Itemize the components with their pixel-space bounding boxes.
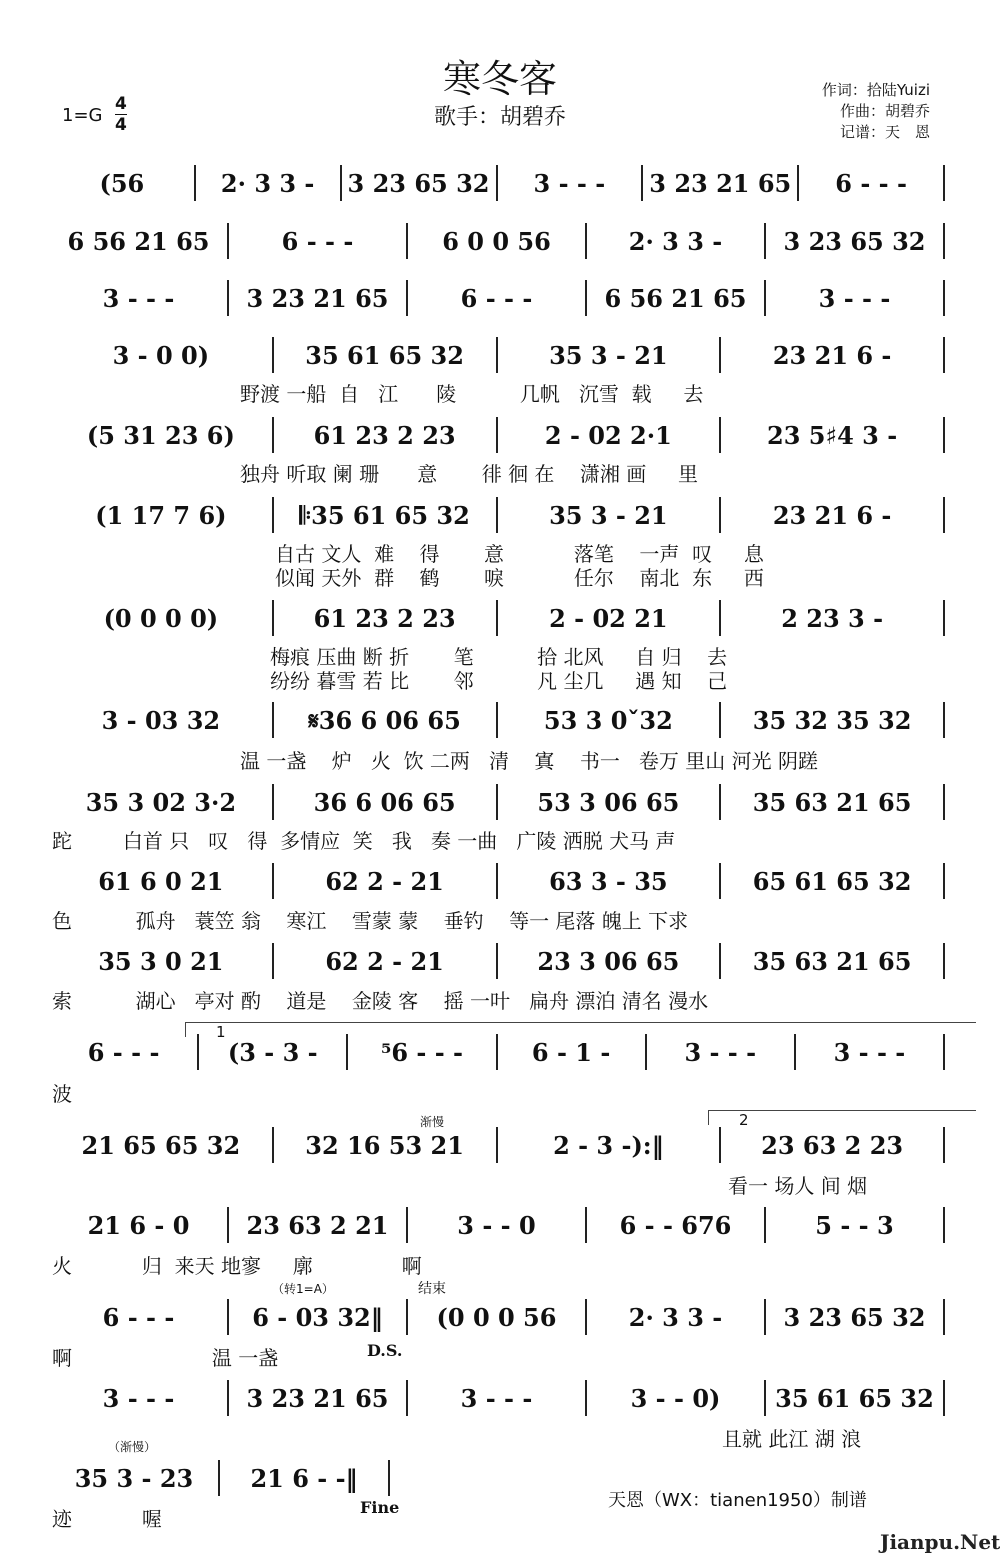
measure: 65 61 65 32 [721, 863, 945, 899]
singer: 歌手：胡碧乔 [433, 105, 566, 130]
notation-row [50, 1205, 945, 1245]
measure: ⁵6 - - - [348, 1034, 497, 1070]
volta-2: 2 [708, 1110, 976, 1125]
lyric-line: 看一 场人 间 烟 [728, 1174, 868, 1198]
measure: 21 6 - 0 [50, 1207, 229, 1243]
lyric-line: 迹 喔 [52, 1507, 162, 1531]
notation-row [50, 941, 945, 981]
measure: 3 23 21 65 [229, 280, 408, 316]
key-signature: 1=G [62, 105, 103, 126]
measure: 35 63 21 65 [721, 784, 945, 820]
measure: (3 - 3 - [199, 1034, 348, 1070]
measure: 3 23 21 65 [643, 165, 799, 201]
measure: 53 3 06 65 [498, 784, 722, 820]
measure: 3 23 65 32 [766, 223, 945, 259]
measure: 3 - 0 0) [50, 337, 274, 373]
measure: 32 16 53 21 [274, 1127, 498, 1163]
measure: 35 61 65 32 [274, 337, 498, 373]
measure: 6 - - - [799, 165, 945, 201]
measure: 23 21 6 - [721, 497, 945, 533]
measure: 𝄆35 61 65 32 [274, 497, 498, 533]
time-signature [115, 94, 127, 135]
measure: 35 3 - 21 [498, 337, 722, 373]
notation-row [50, 335, 945, 375]
notation-row [50, 1378, 945, 1418]
lyric-line: 色 孤舟 蓑笠 翁 寒江 雪蒙 蒙 垂钓 等一 尾落 魄上 下求 [52, 909, 689, 933]
measure: 53 3 0ˇ32 [498, 702, 722, 738]
notation-row [50, 495, 945, 535]
ds-marker: D.S. [367, 1341, 403, 1360]
measure: 23 63 2 21 [229, 1207, 408, 1243]
end-marker: 结束 [418, 1281, 446, 1297]
notation-row [50, 1125, 945, 1165]
lyricist: 作词：拾陆Yuizi [821, 81, 930, 99]
measure: 63 3 - 35 [498, 863, 722, 899]
measure: 6 - - - [50, 1034, 199, 1070]
notation-row [50, 598, 945, 638]
measure: 21 65 65 32 [50, 1127, 274, 1163]
lyric-line: 纷纷 暮雪 若 比 邻 凡 尘几 遇 知 己 [270, 669, 728, 693]
measure: 3 - - - [50, 1380, 229, 1416]
measure: 6 - 03 32‖ [229, 1299, 408, 1335]
measure: 21 6 - -‖ [220, 1460, 390, 1496]
measure: 3 - - - [796, 1034, 945, 1070]
notation-row [50, 1297, 945, 1337]
measure: 6 0 0 56 [408, 223, 587, 259]
measure: 62 2 - 21 [274, 863, 498, 899]
lyric-line: 独舟 听取 阑 珊 意 徘 徊 在 潇湘 画 里 [240, 462, 699, 486]
fine-marker: Fine [360, 1498, 400, 1517]
notation-row [50, 861, 945, 901]
notation-row [50, 1032, 945, 1072]
measure: 6 - - - [50, 1299, 229, 1335]
volta-1: 1 [185, 1022, 976, 1037]
measure: 6 - - - [229, 223, 408, 259]
measure: (56 [50, 165, 196, 201]
measure: 3 - - - [50, 280, 229, 316]
measure: 5 - - 3 [766, 1207, 945, 1243]
measure: (0 0 0 0) [50, 600, 274, 636]
lyric-line: 跎 白首 只 叹 得 多情应 笑 我 奏 一曲 广陵 洒脱 犬马 声 [52, 829, 676, 853]
measure: 2· 3 3 - [587, 1299, 766, 1335]
measure: 3 - 03 32 [50, 702, 274, 738]
measure: 61 23 2 23 [274, 417, 498, 453]
time-top: 4 [115, 94, 127, 114]
measure: 61 23 2 23 [274, 600, 498, 636]
ritardando-2: （渐慢） [108, 1440, 157, 1454]
measure: 35 32 35 32 [721, 702, 945, 738]
measure: 6 56 21 65 [587, 280, 766, 316]
composer: 作曲：胡碧乔 [839, 102, 930, 120]
notation-row [50, 415, 945, 455]
modulation: （转1=A） [272, 1282, 334, 1296]
lyric-line: 似闻 天外 群 鹤 唳 任尔 南北 东 西 [275, 566, 764, 590]
measure: 3 23 21 65 [229, 1380, 408, 1416]
lyric-line: 啊 温 一盏 [52, 1346, 279, 1370]
notation-row [50, 1458, 390, 1498]
measure: (0 0 0 56 [408, 1299, 587, 1335]
measure: 3 - - 0) [587, 1380, 766, 1416]
lyric-line: 索 湖心 亭对 酌 道是 金陵 客 摇 一叶 扁舟 漂泊 清名 漫水 [52, 989, 709, 1013]
measure: 2· 3 3 - [196, 165, 342, 201]
lyric-line: 自古 文人 难 得 意 落笔 一声 叹 息 [275, 542, 764, 566]
measure: 23 5♯4 3 - [721, 417, 945, 453]
transcriber: 记谱：天 恩 [839, 123, 930, 141]
measure: 2 - 3 -):‖ [498, 1127, 722, 1163]
measure: 35 3 02 3·2 [50, 784, 274, 820]
notation-row [50, 278, 945, 318]
measure: 23 21 6 - [721, 337, 945, 373]
measure: 35 3 0 21 [50, 943, 274, 979]
measure: 6 - - 676 [587, 1207, 766, 1243]
measure: (1 17 7 6) [50, 497, 274, 533]
measure: 2· 3 3 - [587, 223, 766, 259]
measure: 35 3 - 21 [498, 497, 722, 533]
measure: 3 - - - [408, 1380, 587, 1416]
measure: 2 - 02 2·1 [498, 417, 722, 453]
measure: 3 - - - [498, 165, 644, 201]
measure: 3 - - 0 [408, 1207, 587, 1243]
measure: 2 23 3 - [721, 600, 945, 636]
time-bottom: 4 [115, 115, 127, 135]
measure: 35 61 65 32 [766, 1380, 945, 1416]
watermark: Jianpu.Net [880, 1530, 1000, 1554]
measure: 23 63 2 23 [721, 1127, 945, 1163]
measure: 36 6 06 65 [274, 784, 498, 820]
measure: 3 - - - [647, 1034, 796, 1070]
lyric-line: 波 [52, 1082, 72, 1106]
measure: 3 - - - [766, 280, 945, 316]
measure: 6 56 21 65 [50, 223, 229, 259]
credits [812, 80, 930, 143]
measure: 35 63 21 65 [721, 943, 945, 979]
measure: 35 3 - 23 [50, 1460, 220, 1496]
notation-row [50, 163, 945, 203]
measure: 2 - 02 21 [498, 600, 722, 636]
measure: 𝄋36 6 06 65 [274, 702, 498, 738]
notation-row [50, 700, 945, 740]
ritardando: 渐慢 [420, 1115, 445, 1129]
measure: (5 31 23 6) [50, 417, 274, 453]
measure: 3 23 65 32 [342, 165, 498, 201]
lyric-line: 梅痕 压曲 断 折 笔 拾 北风 自 归 去 [270, 645, 728, 669]
measure: 6 - 1 - [498, 1034, 647, 1070]
measure: 23 3 06 65 [498, 943, 722, 979]
notation-row [50, 221, 945, 261]
measure: 3 23 65 32 [766, 1299, 945, 1335]
notation-row [50, 782, 945, 822]
lyric-line: 温 一盏 炉 火 饮 二两 清 寘 书一 卷万 里山 河光 阴蹉 [240, 749, 819, 773]
measure: 61 6 0 21 [50, 863, 274, 899]
maker-credit: 天恩（WX：tianen1950）制谱 [608, 1490, 867, 1511]
song-title: 寒冬客 [442, 57, 557, 101]
lyric-line: 火 归 来天 地寥 廓 啊 [52, 1254, 422, 1278]
lyric-line: 且就 此江 湖 浪 [722, 1427, 862, 1451]
measure: 6 - - - [408, 280, 587, 316]
lyric-line: 野渡 一船 自 江 陵 几帆 沉雪 载 去 [240, 382, 704, 406]
measure: 62 2 - 21 [274, 943, 498, 979]
